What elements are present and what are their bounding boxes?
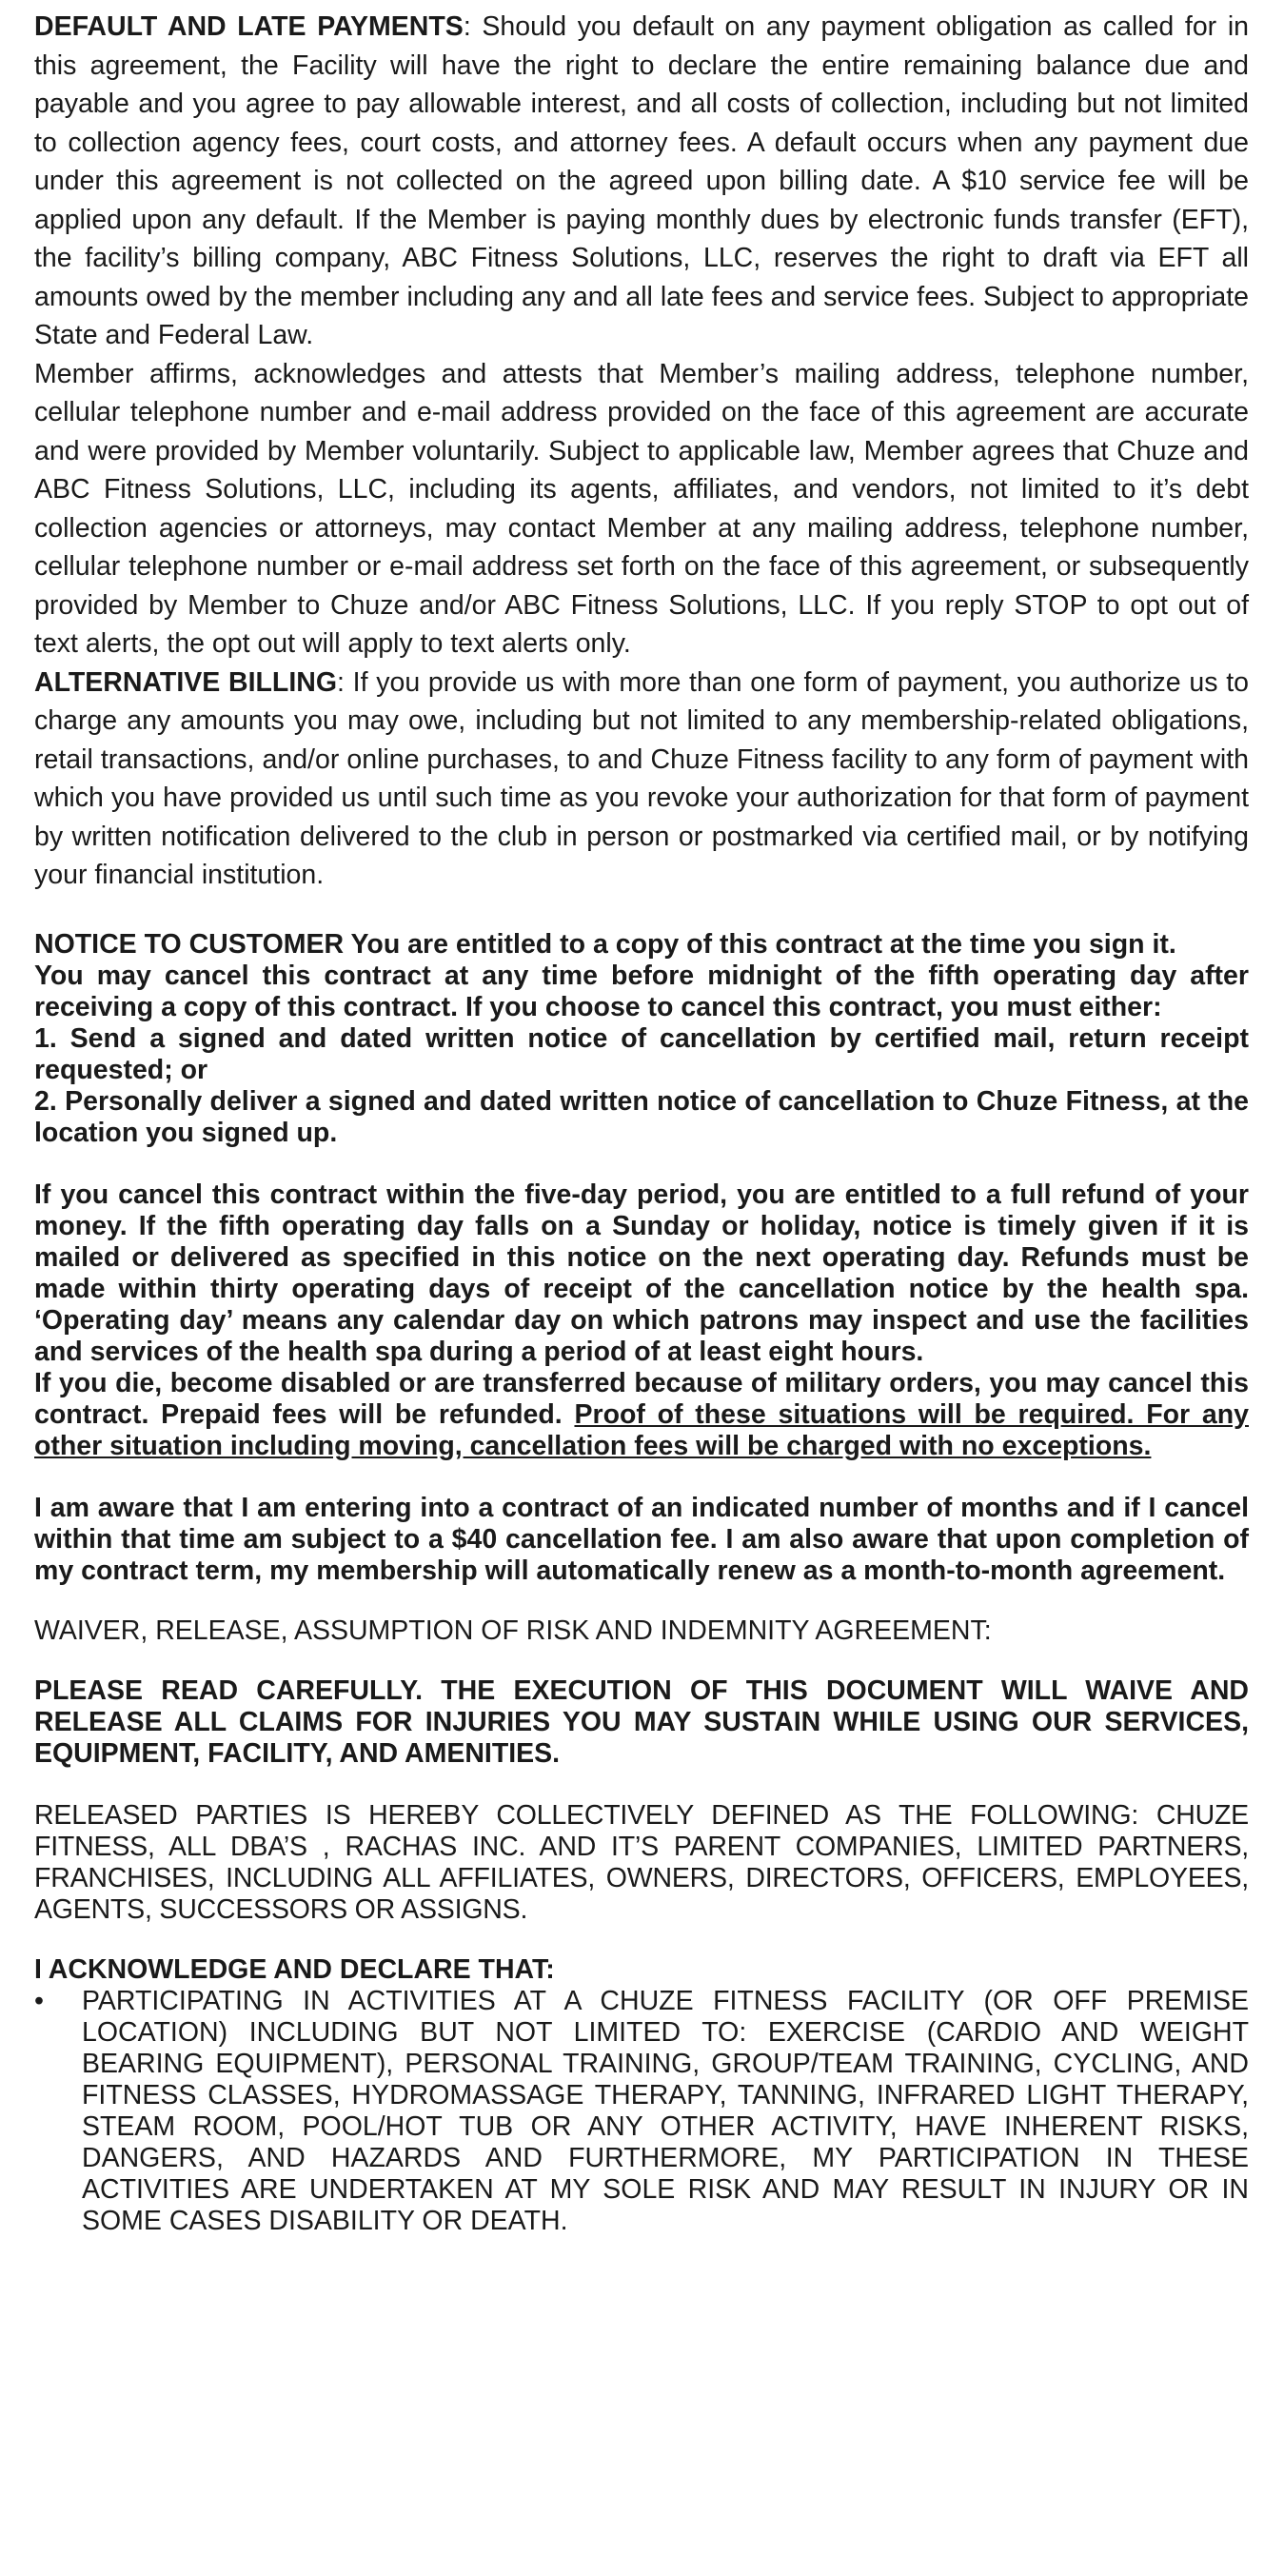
cancellation-fee-paragraph: I am aware that I am entering into a contract of an indicated number of months and if I cancel within that time am subject to a $40 cancellation fee. I am also aware that upon completion of my contract term, my membership will automatically renew as a month-to-month agreement. bbox=[34, 1492, 1249, 1586]
default-payments-heading: DEFAULT AND LATE PAYMENTS bbox=[34, 11, 464, 42]
cancel-option-1: 1. Send a signed and dated written notice of cancellation by certified mail, return receipt requested; or bbox=[34, 1022, 1249, 1085]
list-item bbox=[34, 1986, 1249, 2237]
alternative-billing-text: : If you provide us with more than one form of payment, you authorize us to charge any amounts you may owe, including but not limited to any membership-related obligations, retail transactions, and/or online purchases, to and Chuze Fitness facility to any form of payment with which you have provided us until such time as you revoke your authorization for that form of payment by written notification delivered to the club in person or postmarked via certified mail, or by notifying your financial institution. bbox=[34, 666, 1249, 890]
bullet-marker: • bbox=[34, 1985, 44, 2016]
acknowledge-heading: I ACKNOWLEDGE AND DECLARE THAT: bbox=[34, 1953, 555, 1985]
death-disability-text: If you die, become disabled or are transferred because of military orders, you may cancel this contract. Prepaid fees will be refunded. bbox=[34, 1367, 1249, 1430]
released-parties-paragraph: RELEASED PARTIES IS HEREBY COLLECTIVELY DEFINED AS THE FOLLOWING: CHUZE FITNESS, ALL DBA’S , RACHAS INC. AND IT’S PARENT COMPANIES, LIMITED PARTNERS, FRANCHISES, INCLUDING ALL AFFILIATES, OWNERS, DIRECTORS, OFFICERS, EMPLOYEES, AGENTS, SUCCESSORS OR ASSIGNS. bbox=[34, 1799, 1249, 1925]
death-disability-paragraph bbox=[34, 1368, 1249, 1462]
default-payments-paragraph bbox=[34, 8, 1249, 355]
list-item-text: PARTICIPATING IN ACTIVITIES AT A CHUZE FITNESS FACILITY (OR OFF PREMISE LOCATION) INCLUDING BUT NOT LIMITED TO: EXERCISE (CARDIO AND WEIGHT BEARING EQUIPMENT), PERSONAL TRAINING, GROUP/TEAM TRAINING, CYCLING, AND FITNESS CLASSES, HYDROMASSAGE THERAPY, TANNING, INFRARED LIGHT THERAPY, STEAM ROOM, POOL/HOT TUB OR ANY OTHER ACTIVITY, HAVE INHERENT RISKS, DANGERS, AND HAZARDS AND FURTHERMORE, MY PARTICIPATION IN THESE ACTIVITIES ARE UNDERTAKEN AT MY SOLE RISK AND MAY RESULT IN INJURY OR IN SOME CASES DISABILITY OR DEATH. bbox=[82, 1985, 1249, 2236]
proof-required-text: Proof of these situations will be required. For any other situation including moving, cancellation fees will be charged with no exceptions. bbox=[34, 1398, 1249, 1461]
notice-to-customer: NOTICE TO CUSTOMER You are entitled to a copy of this contract at the time you sign it. bbox=[34, 928, 1176, 960]
default-payments-text: : Should you default on any payment obligation as called for in this agreement, the Facility will have the right to declare the entire remaining balance due and payable and you agree to pay allowable interest, and all costs of collection, including but not limited to collection agency fees, court costs, and attorney fees. A default occurs when any payment due under this agreement is not collected on the agreed upon billing date. A $10 service fee will be applied upon any default. If the Member is paying monthly dues by electronic funds transfer (EFT), the facility’s billing company, ABC Fitness Solutions, LLC, reserves the right to draft via EFT all amounts owed by the member including any and all late fees and service fees. Subject to appropriate State and Federal Law. bbox=[34, 11, 1249, 350]
member-affirms-paragraph: Member affirms, acknowledges and attests that Member’s mailing address, telephone number, cellular telephone number and e-mail address provided on the face of this agreement are accurate and were provided by Member voluntarily. Subject to applicable law, Member agrees that Chuze and ABC Fitness Solutions, LLC, including its agents, affiliates, and vendors, not limited to it’s debt collection agencies or attorneys, may contact Member at any mailing address, telephone number, cellular telephone number or e-mail address set forth on the face of this agreement, or subsequently provided by Member to Chuze and/or ABC Fitness Solutions, LLC. If you reply STOP to opt out of text alerts, the opt out will apply to text alerts only. bbox=[34, 358, 1249, 659]
waiver-title: WAIVER, RELEASE, ASSUMPTION OF RISK AND INDEMNITY AGREEMENT: bbox=[34, 1615, 992, 1646]
please-read-warning: PLEASE READ CAREFULLY. THE EXECUTION OF THIS DOCUMENT WILL WAIVE AND RELEASE ALL CLAIMS FOR INJURIES YOU MAY SUSTAIN WHILE USING OUR SERVICES, EQUIPMENT, FACILITY, AND AMENITIES. bbox=[34, 1674, 1249, 1769]
alternative-billing-paragraph bbox=[34, 664, 1249, 895]
alternative-billing-heading: ALTERNATIVE BILLING bbox=[34, 666, 337, 698]
cancel-option-2: 2. Personally deliver a signed and dated written notice of cancellation to Chuze Fitness, at the location you signed up. bbox=[34, 1085, 1249, 1148]
contract-page bbox=[34, 8, 1249, 2237]
refund-paragraph: If you cancel this contract within the five-day period, you are entitled to a full refund of your money. If the fifth operating day falls on a Sunday or holiday, notice is timely given if it is mailed or delivered as specified in this notice on the next operating day. Refunds must be made within thirty operating days of receipt of the cancellation notice by the health spa. ‘Operating day’ means any calendar day on which patrons may inspect and use the facilities and services of the health spa during a period of at least eight hours. bbox=[34, 1179, 1249, 1367]
acknowledge-list bbox=[34, 1986, 1249, 2237]
cancel-instructions: You may cancel this contract at any time before midnight of the fifth operating day after receiving a copy of this contract. If you choose to cancel this contract, you must either: bbox=[34, 960, 1249, 1022]
